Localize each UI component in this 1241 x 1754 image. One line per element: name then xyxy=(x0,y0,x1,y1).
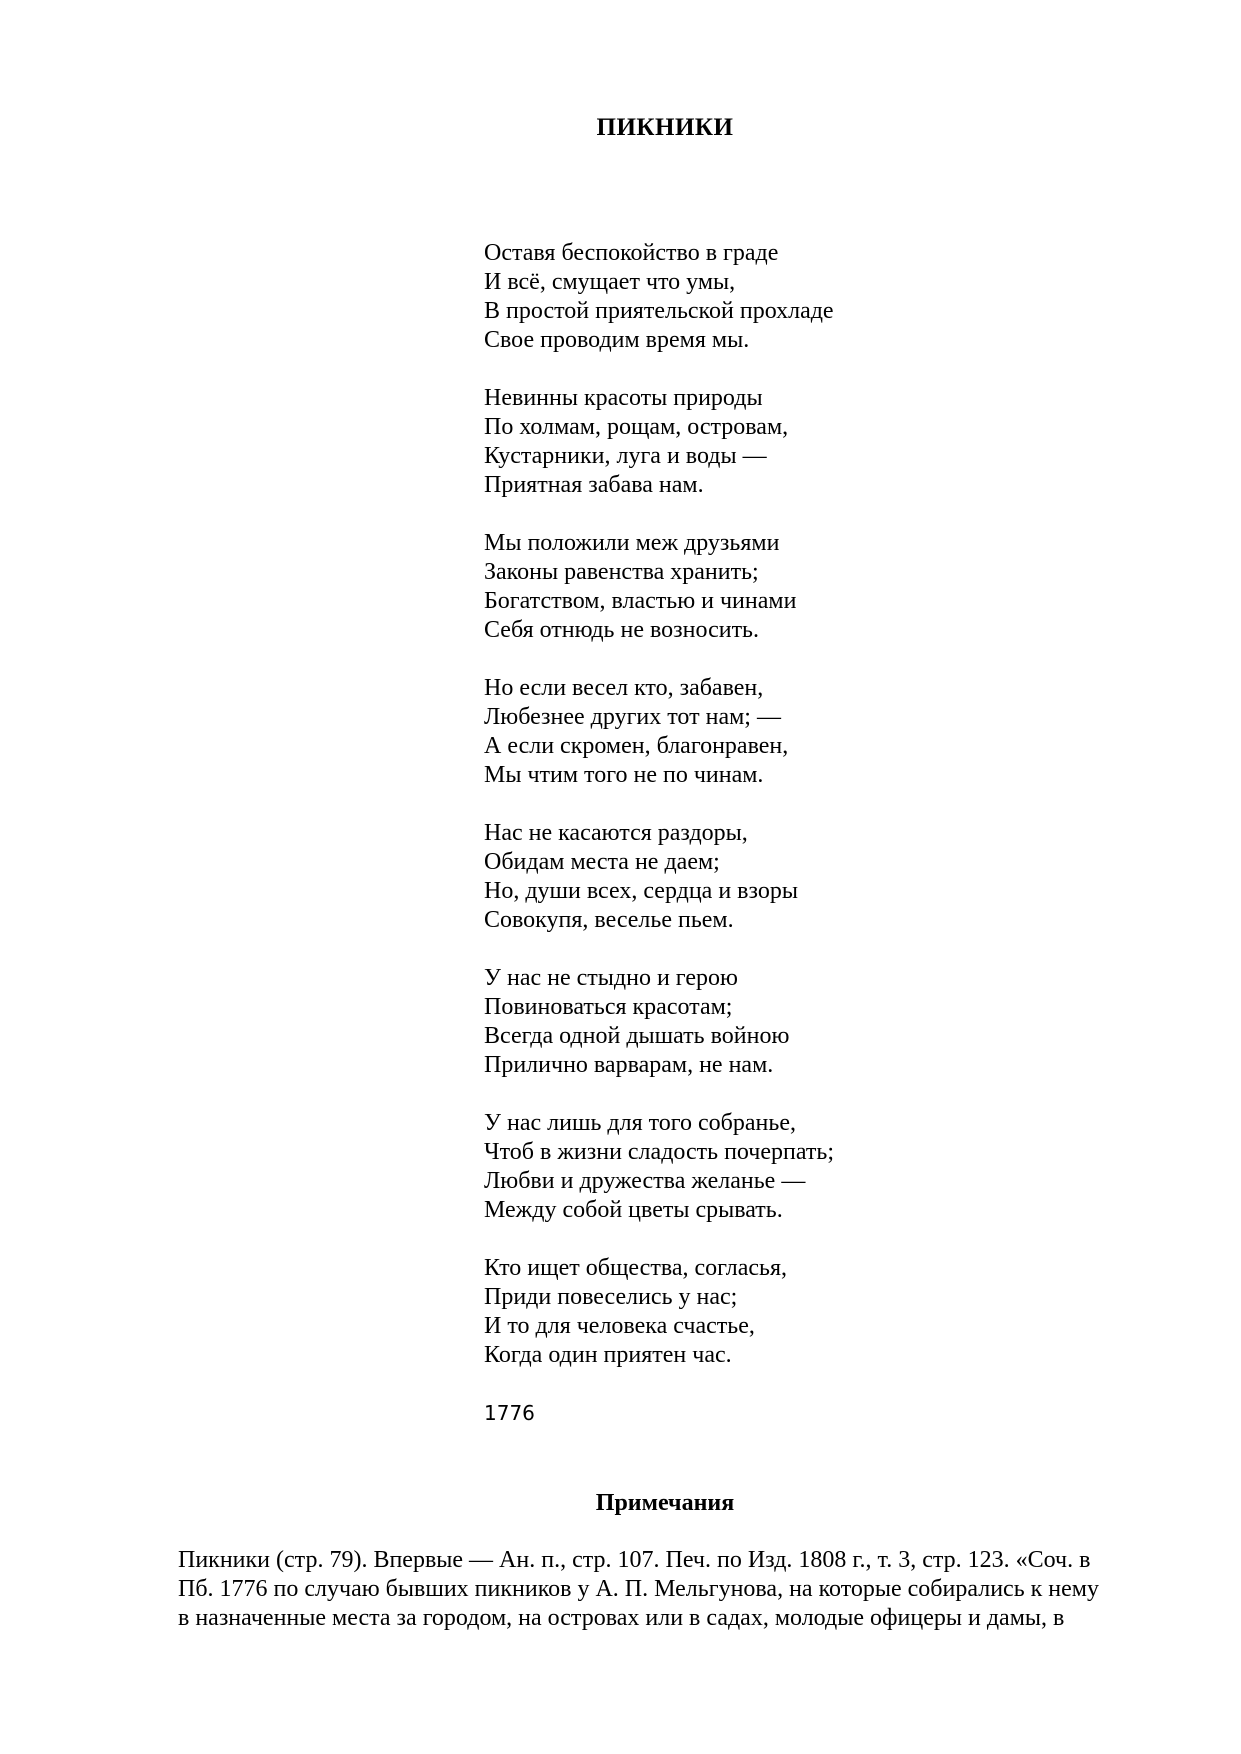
poem-line: И всё, смущает что умы, xyxy=(484,269,736,295)
poem-line: Чтоб в жизни сладость почерпать; xyxy=(484,1139,835,1165)
poem-line: Мы чтим того не по чинам. xyxy=(484,762,764,788)
poem-line: У нас не стыдно и герою xyxy=(484,965,738,991)
poem-title: ПИКНИКИ xyxy=(596,114,734,141)
poem-line: Когда один приятен час. xyxy=(484,1342,732,1368)
notes-line: в назначенные места за городом, на островах или в садах, молодые офицеры и дамы, в xyxy=(178,1605,1065,1631)
poem-line: Между собой цветы срывать. xyxy=(484,1197,783,1223)
poem-line: И то для человека счастье, xyxy=(484,1313,755,1339)
poem-line: А если скромен, благонравен, xyxy=(484,733,789,759)
poem-line: Любезнее других тот нам; — xyxy=(484,704,781,730)
notes-heading: Примечания xyxy=(595,1490,735,1516)
poem-line: Но если весел кто, забавен, xyxy=(484,675,764,701)
poem-line: Приятная забава нам. xyxy=(484,472,704,498)
notes-line: Пб. 1776 по случаю бывших пикников у А. П. Мельгунова, на которые собирались к нему xyxy=(178,1576,1099,1602)
stanza xyxy=(484,529,1184,645)
poem-line: Обидам места не даем; xyxy=(484,849,720,875)
poem-line: Богатством, властью и чинами xyxy=(484,588,797,614)
poem-date: 1776 xyxy=(484,1401,535,1425)
stanza xyxy=(484,819,1184,935)
poem-line: У нас лишь для того собранье, xyxy=(484,1110,796,1136)
poem-line: Совокупя, веселье пьем. xyxy=(484,907,734,933)
poem-line: Невинны красоты природы xyxy=(484,385,763,411)
stanza xyxy=(484,1109,1184,1225)
poem-line: Повиноваться красотам; xyxy=(484,994,733,1020)
poem-line: Но, души всех, сердца и взоры xyxy=(484,878,798,904)
stanza xyxy=(484,964,1184,1080)
stanza xyxy=(484,239,1184,355)
poem-line: Свое проводим время мы. xyxy=(484,327,750,353)
notes-line: Пикники (стр. 79). Впервые — Ан. п., стр. 107. Печ. по Изд. 1808 г., т. 3, стр. 123. «Соч. в xyxy=(178,1547,1091,1573)
poem-line: Прилично варварам, не нам. xyxy=(484,1052,774,1078)
stanza xyxy=(484,1254,1184,1370)
poem-line: В простой приятельской прохладе xyxy=(484,298,834,324)
poem-line: Кустарники, луга и воды — xyxy=(484,443,767,469)
poem-line: Всегда одной дышать войною xyxy=(484,1023,790,1049)
stanza xyxy=(484,384,1184,500)
poem-line: Приди повеселись у нас; xyxy=(484,1284,738,1310)
poem-line: По холмам, рощам, островам, xyxy=(484,414,789,440)
stanza xyxy=(484,674,1184,790)
poem-line: Оставя беспокойство в граде xyxy=(484,240,779,266)
poem-line: Мы положили меж друзьями xyxy=(484,530,780,556)
notes-paragraph xyxy=(178,1546,1178,1633)
poem-line: Нас не касаются раздоры, xyxy=(484,820,748,846)
poem-body xyxy=(484,239,1184,1399)
poem-line: Любви и дружества желанье — xyxy=(484,1168,806,1194)
poem-line: Законы равенства хранить; xyxy=(484,559,759,585)
poem-line: Себя отнюдь не возносить. xyxy=(484,617,760,643)
poem-line: Кто ищет общества, согласья, xyxy=(484,1255,788,1281)
